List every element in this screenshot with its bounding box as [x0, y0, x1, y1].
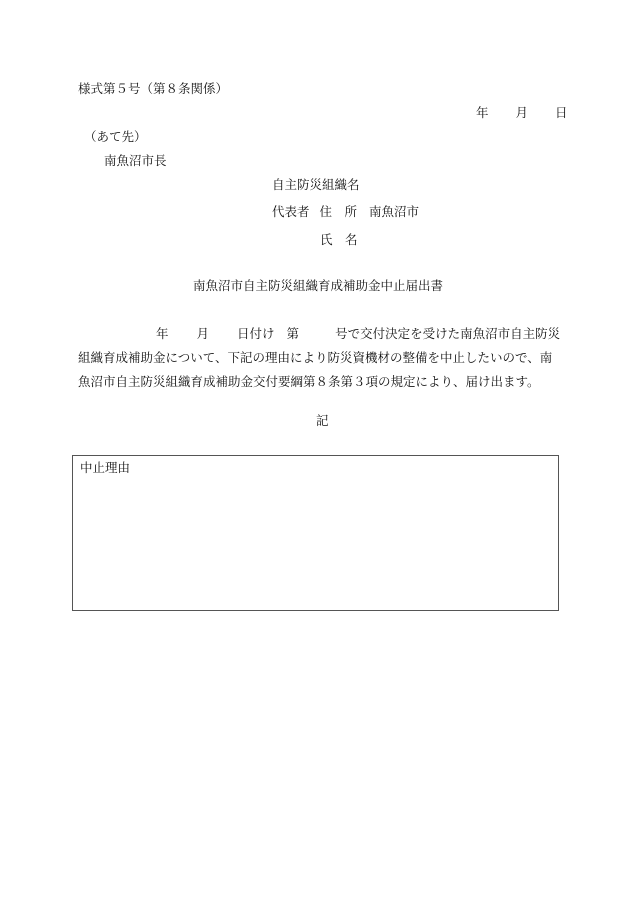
- ki-label: 記: [316, 413, 329, 428]
- body-number-prefix: 第: [286, 326, 300, 341]
- body-line-2: 組織育成補助金について、下記の理由により防災資機材の整備を中止したいので、南: [78, 350, 553, 365]
- document-title: 南魚沼市自主防災組織育成補助金中止届出書: [193, 278, 444, 293]
- body-month-label: 月: [196, 326, 210, 341]
- reason-box[interactable]: [72, 455, 559, 611]
- address-value: 南魚沼市: [369, 204, 420, 219]
- body-paragraph: [78, 322, 578, 394]
- addressee-prefix: （あて先）: [84, 129, 147, 144]
- address-label: 住 所: [319, 204, 358, 219]
- form-number: 様式第５号（第８条関係）: [78, 81, 229, 96]
- body-line-1-rest: 号で交付決定を受けた南魚沼市自主防災: [335, 326, 561, 341]
- representative-address-line: [272, 206, 419, 219]
- date-line: [476, 107, 568, 120]
- body-year-label: 年: [156, 326, 169, 341]
- date-month-label: 月: [515, 105, 529, 120]
- body-line-3: 魚沼市自主防災組織育成補助金交付要綱第８条第３項の規定により、届け出ます。: [78, 374, 540, 389]
- body-line-1: [78, 322, 578, 346]
- reason-label: 中止理由: [80, 460, 131, 475]
- addressee: 南魚沼市長: [104, 153, 167, 168]
- name-label: 氏 名: [320, 232, 358, 247]
- representative-label: 代表者: [272, 204, 310, 219]
- body-day-label: 日付け: [237, 326, 275, 341]
- date-year-label: 年: [476, 105, 489, 120]
- org-name-label: 自主防災組織名: [272, 177, 360, 192]
- date-day-label: 日: [555, 105, 568, 120]
